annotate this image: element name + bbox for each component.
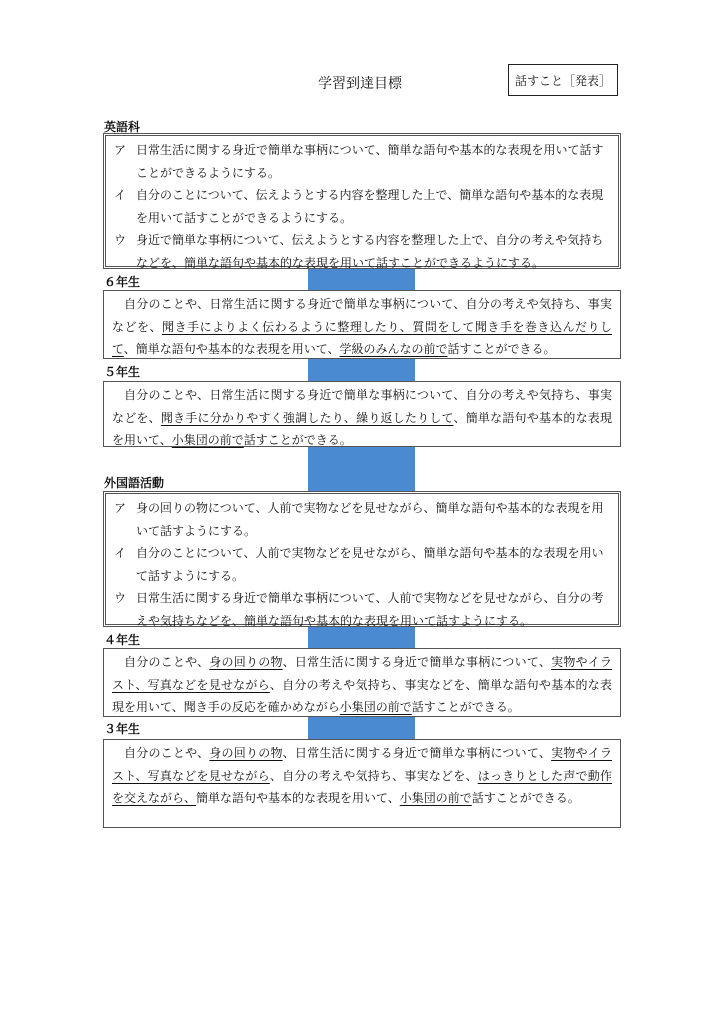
english-goals-box (103, 133, 621, 269)
skill-tag: 話すこと［発表］ (508, 64, 618, 96)
grade5-text (112, 384, 612, 452)
underlined-phrase: 小集団の前で (399, 791, 472, 805)
underlined-phrase: 聞き手によりよく伝わるように整理したり、質問をして聞き手を巻き込んだりして (112, 319, 612, 356)
grade5-label: ５年生 (104, 365, 141, 379)
item-text: 自分のことについて、伝えようとする内容を整理した上で、簡単な語句や基本的な表現を用いて話すことができるようにする。 (136, 188, 604, 225)
foreign-item-a (114, 497, 610, 542)
item-mark: イ (114, 188, 127, 202)
text-run: 自分のことや、日常生活に関する身近で簡単な事柄について、自分の考えや気持ち、事実などを、 (112, 388, 612, 425)
text-run: 自分のことや、 (124, 746, 210, 760)
text-run: 、簡単な語句や基本的な表現を用いて、 (123, 342, 340, 356)
text-run: 自分のことや、日常生活に関する身近で簡単な事柄について、自分の考えや気持ち、事実などを、 (112, 297, 612, 334)
grade3-text (112, 742, 612, 810)
underlined-phrase: 身の回りの物 (209, 655, 283, 669)
underlined-phrase: 聞き手に分かりやすく強調したり、繰り返したりして (160, 410, 454, 425)
text-run: 、自分の考えや気持ち、事実などを、 (269, 768, 478, 783)
connector-bar (308, 447, 415, 491)
page-title: 学習到達目標 (318, 76, 402, 92)
grade6-box (103, 290, 621, 359)
grade3-box (103, 739, 621, 828)
grade6-text (112, 293, 612, 361)
text-run: 簡単な語句や基本的な表現を用いて、 (196, 791, 400, 805)
english-item-u (114, 229, 610, 274)
item-text: 日常生活に関する身近で簡単な事柄について、簡単な語句や基本的な表現を用いて話すことができるようにする。 (136, 143, 604, 180)
english-label: 英語科 (104, 120, 141, 134)
item-text: 日常生活に関する身近で簡単な事柄について、人前で実物などを見せながら、自分の考えや気持ちなどを、簡単な語句や基本的な表現を用いて話すようにする。 (136, 591, 604, 628)
foreign-label: 外国語活動 (104, 476, 165, 490)
underlined-phrase: 身の回りの物 (209, 746, 283, 760)
grade5-box (103, 381, 621, 447)
text-run: 、自分の考えや気持ち、事実などを、簡単な語句や基本的な表現を用いて、聞き手の反応を確かめながら (112, 677, 612, 714)
grade4-text (112, 651, 612, 719)
english-item-a (114, 139, 610, 184)
item-text: 自分のことについて、人前で実物などを見せながら、簡単な語句や基本的な表現を用いて話すようにする。 (136, 546, 604, 583)
item-mark: ウ (114, 233, 127, 247)
foreign-item-u (114, 587, 610, 632)
underlined-phrase: 実物やイラスト、写真などを見せながら (112, 746, 612, 783)
text-run: 、簡単な語句や基本的な表現を用いて、 (112, 410, 612, 447)
grade3-label: ３年生 (104, 722, 141, 736)
connector-bar (308, 359, 415, 381)
text-run: 話すことができる。 (471, 791, 580, 805)
underlined-phrase: 小集団の前で (339, 700, 412, 714)
text-run: 、日常生活に関する身近で簡単な事柄について、 (282, 746, 552, 760)
foreign-goals-box (103, 491, 621, 627)
text-run: 話すことができる。 (243, 433, 352, 447)
item-mark: イ (114, 546, 127, 560)
item-text: 身の回りの物について、人前で実物などを見せながら、簡単な語句や基本的な表現を用いて話すようにする。 (136, 501, 604, 538)
grade4-label: ４年生 (104, 633, 141, 647)
connector-bar (308, 627, 415, 648)
text-run: 自分のことや、 (124, 655, 210, 669)
connector-bar (308, 269, 415, 290)
connector-bar (308, 717, 415, 739)
text-run: 話すことができる。 (447, 342, 556, 356)
item-mark: ア (114, 501, 127, 515)
underlined-phrase: 実物やイラスト、写真などを見せながら (112, 655, 612, 692)
underlined-phrase: 学級のみんなの前で (339, 342, 448, 356)
item-mark: ア (114, 143, 127, 157)
grade4-box (103, 648, 621, 717)
english-item-i (114, 184, 610, 229)
underlined-phrase: 小集団の前で (171, 433, 244, 447)
item-text: 身近で簡単な事柄について、伝えようとする内容を整理した上で、自分の考えや気持ちなどを、簡単な語句や基本的な表現を用いて話すことができるようにする。 (136, 233, 604, 270)
text-run: 、日常生活に関する身近で簡単な事柄について、 (282, 655, 552, 669)
foreign-item-i (114, 542, 610, 587)
underlined-phrase: はっきりとした声で動作を交えながら、 (112, 768, 612, 805)
text-run: 話すことができる。 (411, 700, 520, 714)
grade6-label: ６年生 (104, 275, 141, 289)
item-mark: ウ (114, 591, 127, 605)
